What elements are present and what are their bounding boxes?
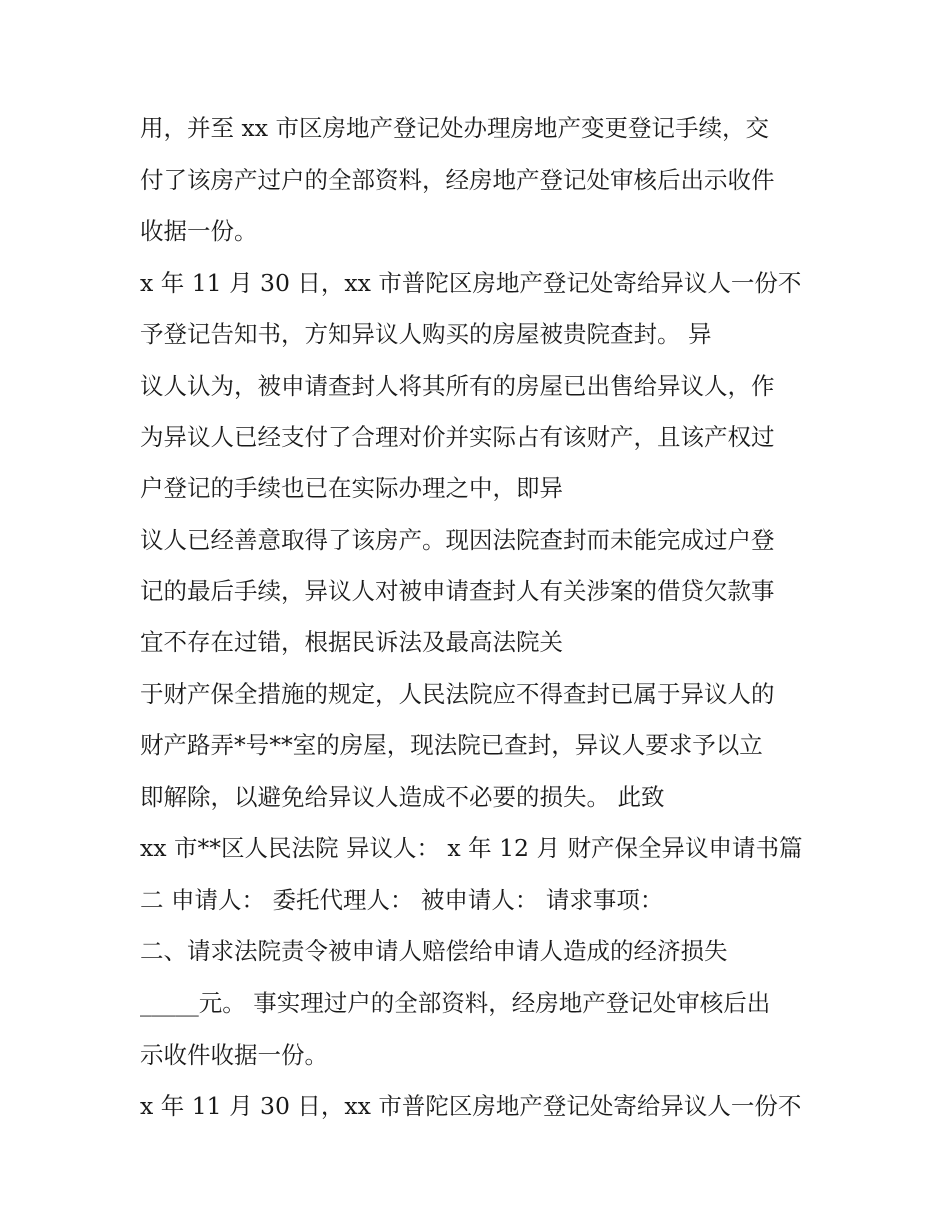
- text-line: 示收件收据一份。: [140, 1041, 328, 1069]
- text-line: 于财产保全措施的规定，人民法院应不得查封已属于异议人的: [140, 680, 775, 708]
- text-line: 宜不存在过错，根据民诉法及最高法院关: [140, 628, 563, 656]
- text-line: _____元。 事实理过户的全部资料，经房地产登记处审核后出: [140, 989, 771, 1017]
- text-line: 为异议人已经支付了合理对价并实际占有该财产，且该产权过: [140, 423, 775, 451]
- text-line: 二、请求法院责令被申请人赔偿给申请人造成的经济损失: [140, 937, 728, 965]
- text-line: 议人认为，被申请查封人将其所有的房屋已出售给异议人，作: [140, 372, 775, 400]
- text-line: 收据一份。: [140, 217, 258, 245]
- text-line: 付了该房产过户的全部资料，经房地产登记处审核后出示收件: [140, 166, 775, 194]
- text-line: x 年 11 月 30 日，xx 市普陀区房地产登记处寄给异议人一份不: [140, 1092, 802, 1120]
- text-line: 记的最后手续，异议人对被申请查封人有关涉案的借贷欠款事: [140, 577, 775, 605]
- text-line: 予登记告知书，方知异议人购买的房屋被贵院查封。 异: [140, 320, 712, 348]
- text-line: x 年 11 月 30 日，xx 市普陀区房地产登记处寄给异议人一份不: [140, 269, 802, 297]
- text-line: 用，并至 xx 市区房地产登记处办理房地产变更登记手续，交: [140, 114, 769, 142]
- text-line: 财产路弄*号**室的房屋，现法院已查封，异议人要求予以立: [140, 731, 763, 759]
- text-line: 户登记的手续也已在实际办理之中，即异: [140, 474, 563, 502]
- text-line: 二 申请人： 委托代理人： 被申请人： 请求事项：: [140, 886, 664, 914]
- text-line: 即解除，以避免给异议人造成不必要的损失。 此致: [140, 783, 665, 811]
- text-line: 议人已经善意取得了该房产。现因法院查封而未能完成过户登: [140, 526, 775, 554]
- text-line: xx 市**区人民法院 异议人： x 年 12 月 财产保全异议申请书篇: [140, 834, 803, 862]
